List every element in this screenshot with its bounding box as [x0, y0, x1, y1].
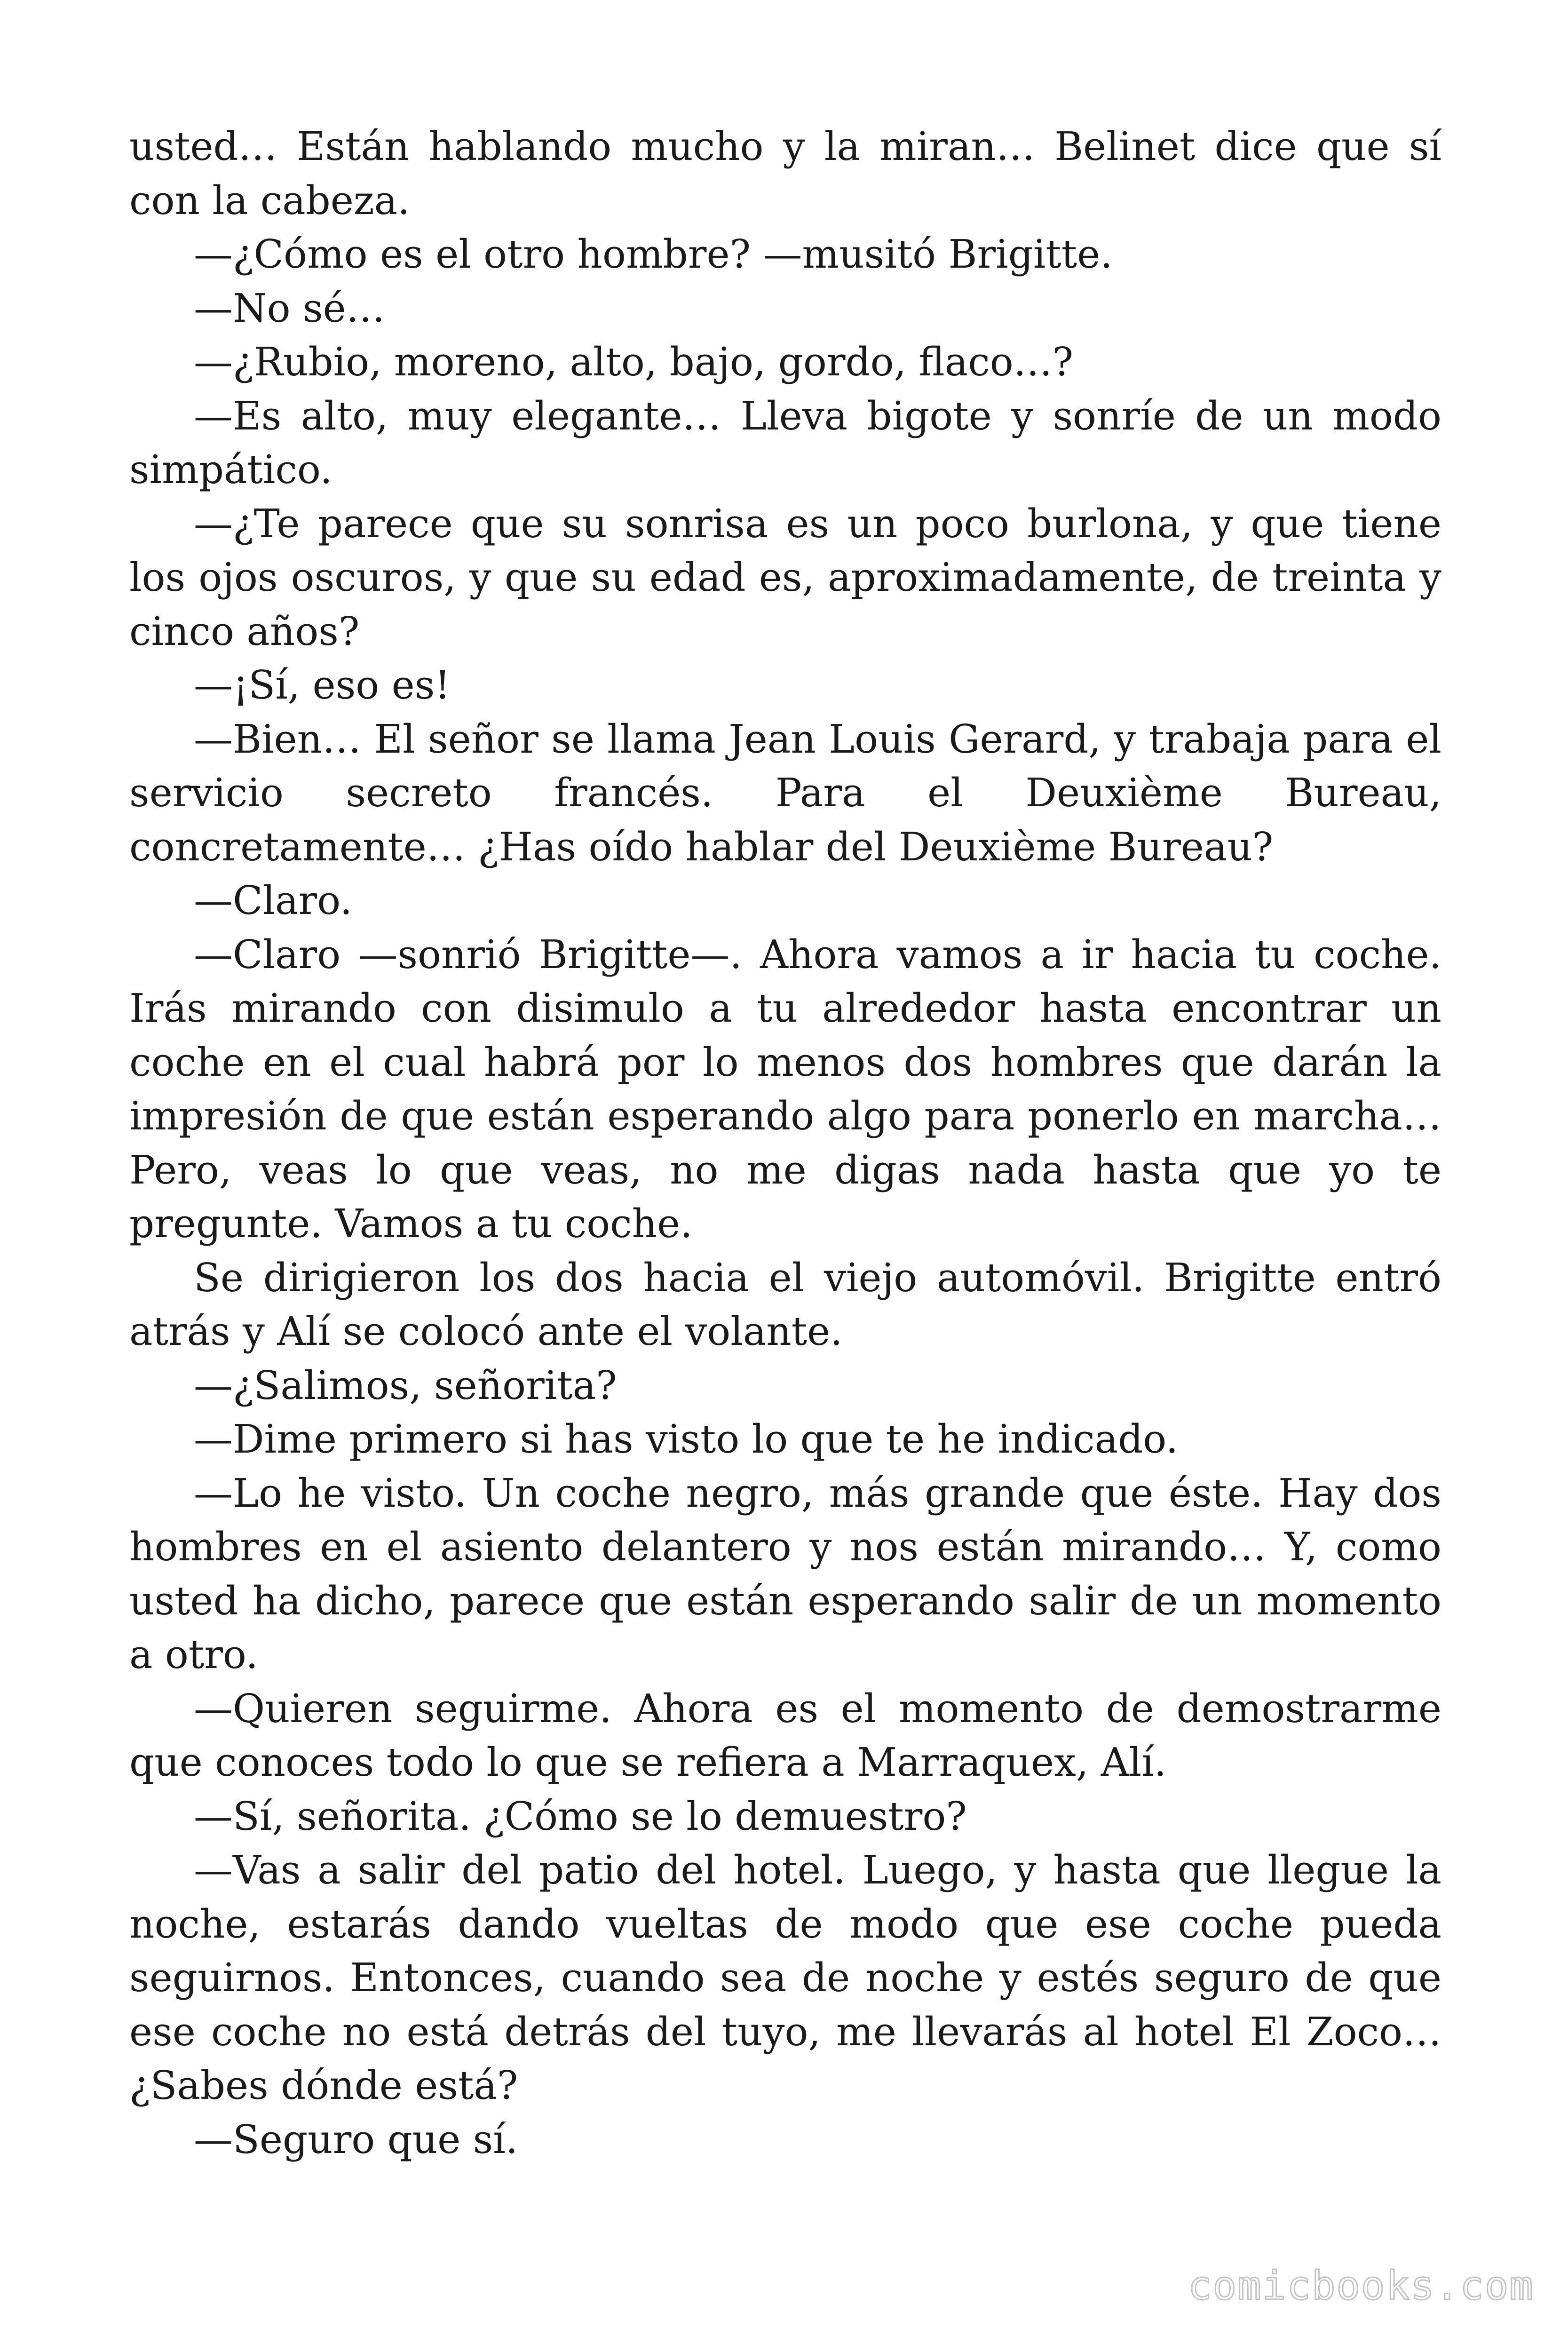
paragraph: —¿Salimos, señorita? — [194, 1362, 617, 1408]
body-text — [129, 120, 1441, 2167]
paragraph: —Quieren seguirme. Ahora es el momento de demostrarme que conoces todo lo que se refiera a Marraquex, Alí. — [129, 1685, 1441, 1785]
paragraph: —Claro. — [194, 878, 353, 923]
paragraph: —No sé… — [194, 285, 385, 331]
paragraph: —Dime primero si has visto lo que te he indicado. — [194, 1416, 1179, 1462]
paragraph: —Sí, señorita. ¿Cómo se lo demuestro? — [194, 1793, 967, 1839]
paragraph: —¿Cómo es el otro hombre? —musitó Brigitte. — [194, 231, 1113, 277]
paragraph: —¿Rubio, moreno, alto, bajo, gordo, flaco…? — [194, 339, 1074, 385]
paragraph: Se dirigieron los dos hacia el viejo automóvil. Brigitte entró atrás y Alí se colocó ante el volante. — [129, 1255, 1441, 1354]
paragraph: —Vas a salir del patio del hotel. Luego, y hasta que llegue la noche, estarás dando vueltas de modo que ese coche pueda seguirnos. Entonces, cuando sea de noche y estés seguro de que ese coche no está detrás del tuyo, me llevarás al hotel El Zoco… ¿Sabes dónde está? — [129, 1847, 1441, 2108]
paragraph: —¡Sí, eso es! — [194, 662, 451, 708]
paragraph: —Lo he visto. Un coche negro, más grande que éste. Hay dos hombres en el asiento delantero y nos están mirando… Y, como usted ha dicho, parece que están esperando salir de un momento a otro. — [129, 1470, 1441, 1677]
watermark: comicbooks.com — [1188, 2263, 1534, 2309]
paragraph: usted… Están hablando mucho y la miran… Belinet dice que sí con la cabeza. — [129, 124, 1441, 223]
paragraph: —Bien… El señor se llama Jean Louis Gerard, y trabaja para el servicio secreto francés. Para el Deuxième Bureau, concretamente… ¿Has oído hablar del Deuxième Bureau? — [129, 716, 1441, 870]
paragraph: —¿Te parece que su sonrisa es un poco burlona, y que tiene los ojos oscuros, y que su edad es, aproximadamente, de treinta y cinco años? — [129, 501, 1441, 654]
paragraph: —Es alto, muy elegante… Lleva bigote y sonríe de un modo simpático. — [129, 393, 1441, 493]
paragraph: —Seguro que sí. — [194, 2116, 518, 2162]
paragraph: —Claro —sonrió Brigitte—. Ahora vamos a ir hacia tu coche. Irás mirando con disimulo a tu alrededor hasta encontrar un coche en el cual habrá por lo menos dos hombres que darán la impresión de que están esperando algo para ponerlo en marcha… Pero, veas lo que veas, no me digas nada hasta que yo te pregunte. Vamos a tu coche. — [129, 931, 1441, 1247]
